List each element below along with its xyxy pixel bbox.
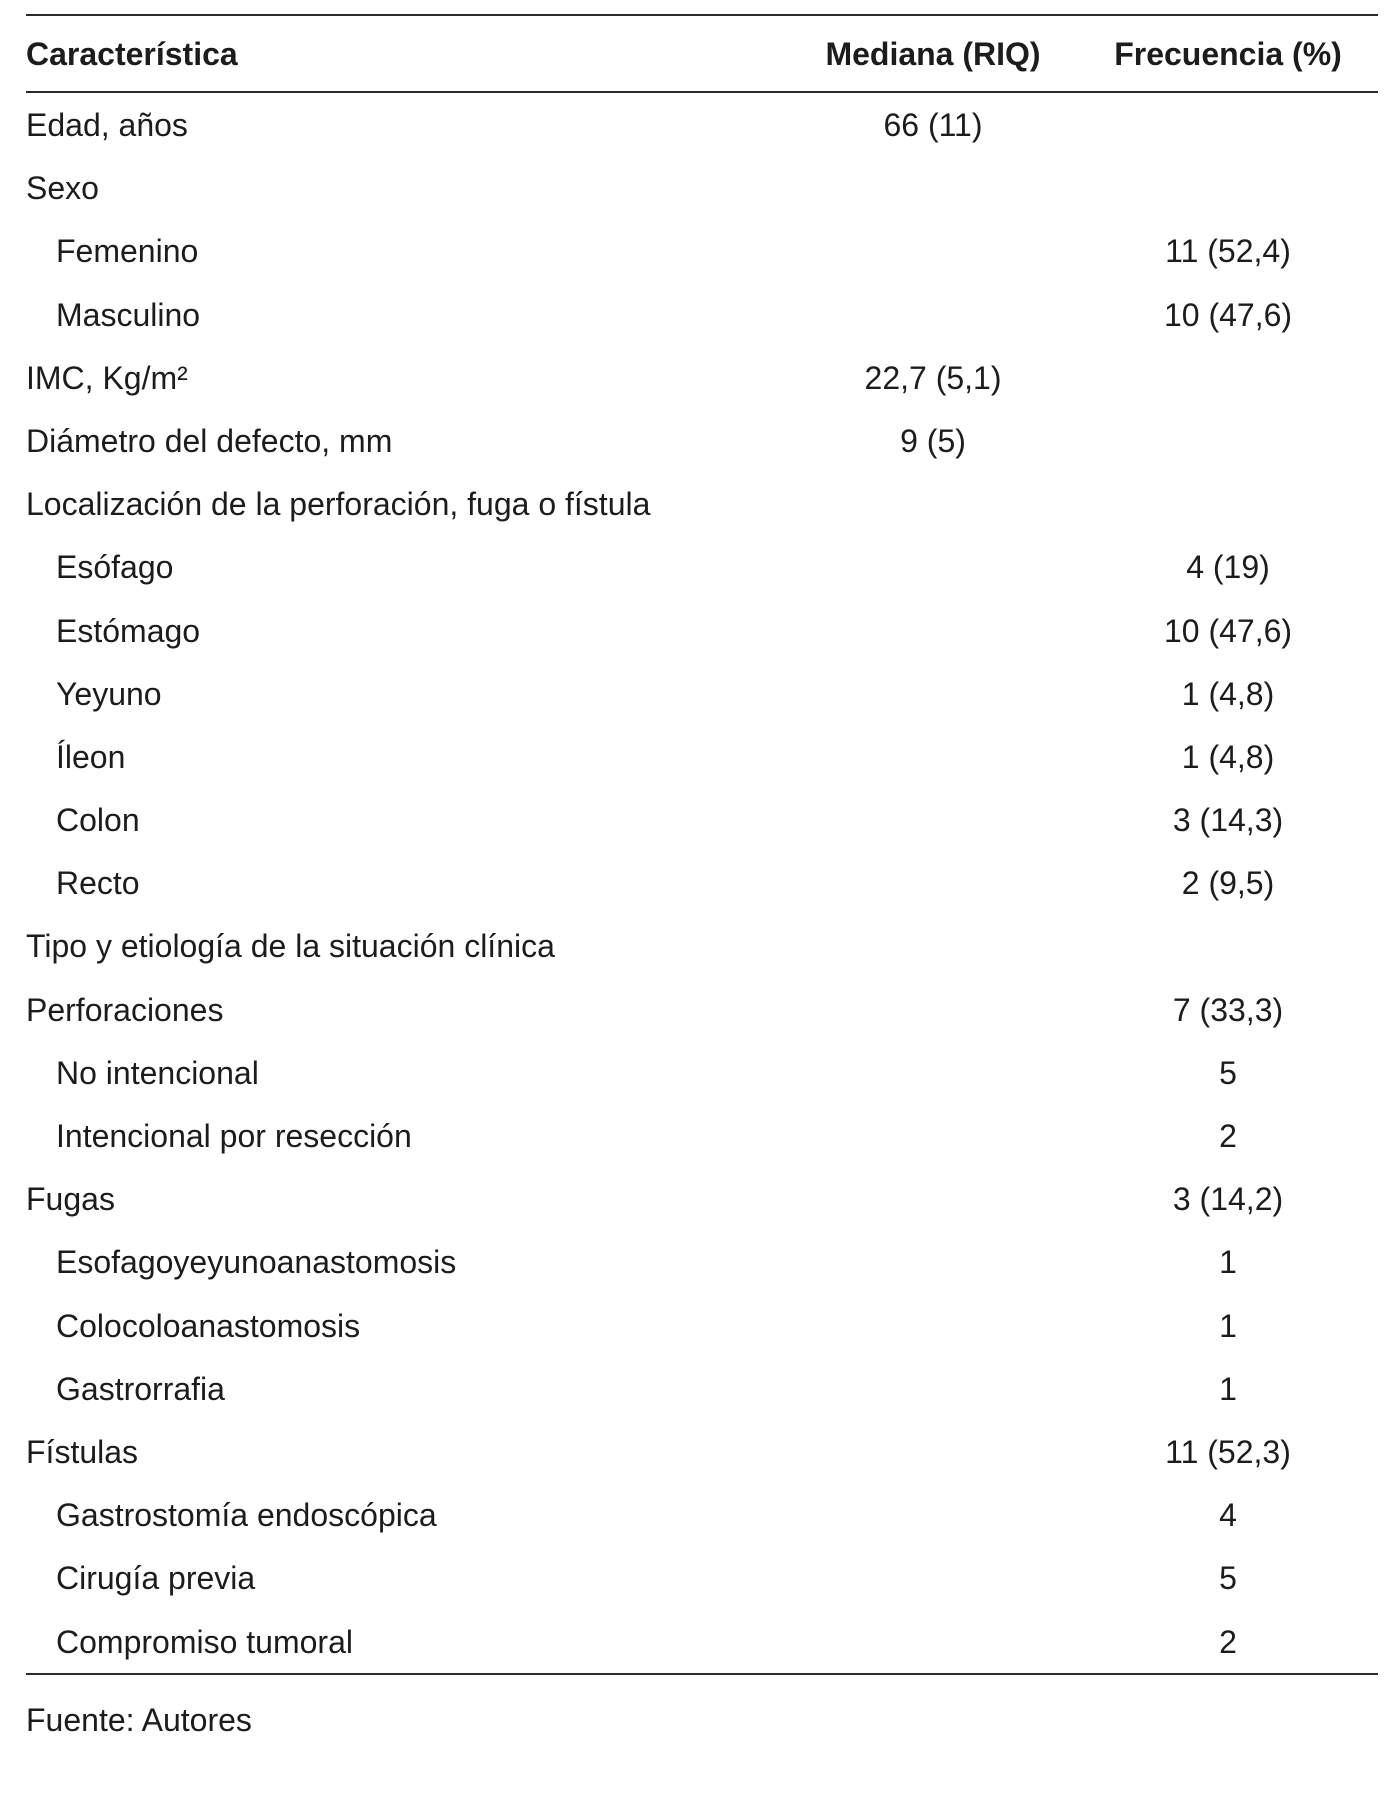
row-frequency: 2 [1219,1118,1237,1154]
row-frequency: 5 [1219,1560,1237,1597]
row-label: Tipo y etiología de la situación clínica [26,928,555,965]
row-frequency: 2 (9,5) [1181,865,1275,902]
table-row [26,725,1378,788]
table-body [26,93,1378,1673]
row-frequency: 1 [1219,1244,1237,1281]
row-frequency: 1 [1219,1307,1237,1344]
row-label: Diámetro del defecto, mm [26,422,393,459]
table-row [26,851,1378,914]
row-median: 22,7 (5,1) [864,359,1002,396]
table-row [26,1294,1378,1357]
row-frequency: 3 (14,3) [1172,802,1284,839]
row-label: Yeyuno [56,675,162,712]
row-label: Localización de la perforación, fuga o fístula [26,486,651,523]
table-row [26,599,1378,662]
row-label: No intencional [56,1054,259,1091]
header-characteristic: Característica [26,36,238,72]
table-row [26,535,1378,598]
table-row [26,1104,1378,1167]
row-label: Gastrostomía endoscópica [56,1497,437,1534]
table-row [26,1230,1378,1293]
table-row [26,662,1378,725]
row-frequency: 10 (47,6) [1163,296,1293,333]
row-frequency: 2 [1219,1623,1237,1660]
row-median: 66 (11) [883,107,983,143]
table-row [26,1610,1378,1673]
row-label: Masculino [56,296,201,333]
row-label: Gastrorrafia [56,1370,225,1407]
table-row [26,346,1378,409]
table-row [26,1041,1378,1104]
row-frequency: 11 (52,3) [1165,1433,1291,1470]
bottom-rule [26,1673,1378,1675]
row-label: Edad, años [26,107,188,143]
header-median: Mediana (RIQ) [825,36,1041,72]
row-label: Recto [56,865,140,902]
row-label: Sexo [26,170,99,207]
row-frequency: 5 [1219,1054,1237,1091]
row-label: Intencional por resección [56,1118,412,1154]
table-row [26,978,1378,1041]
row-frequency: 7 (33,3) [1172,991,1284,1028]
row-label: Esófago [56,549,174,586]
row-frequency: 3 (14,2) [1172,1181,1284,1218]
row-label: Fístulas [26,1433,139,1470]
header-frequency: Frecuencia (%) [1114,36,1342,72]
row-label: Compromiso tumoral [56,1623,353,1660]
row-frequency: 1 [1219,1370,1237,1407]
row-label: Perforaciones [26,991,224,1028]
table-row [26,409,1378,472]
table-row [26,283,1378,346]
row-frequency: 4 [1219,1497,1237,1534]
row-frequency: 10 (47,6) [1163,612,1293,649]
characteristics-table [26,14,1378,1675]
row-label: IMC, Kg/m² [26,359,188,396]
table-row [26,788,1378,851]
table-row [26,156,1378,219]
row-frequency: 11 (52,4) [1165,233,1291,270]
table-row [26,1546,1378,1609]
row-label: Estómago [56,612,201,649]
table-row [26,472,1378,535]
row-frequency: 4 (19) [1186,549,1270,586]
row-label: Íleon [56,738,126,775]
row-median: 9 (5) [900,422,966,459]
table-row [26,219,1378,282]
row-label: Cirugía previa [56,1560,256,1597]
row-frequency: 1 (4,8) [1181,675,1275,712]
row-label: Colocoloanastomosis [56,1307,361,1344]
row-label: Fugas [26,1181,115,1218]
source-note: Fuente: Autores [26,1702,252,1738]
table-row [26,93,1378,156]
table-row [26,1420,1378,1483]
row-label: Femenino [56,233,199,270]
table-row [26,1357,1378,1420]
table-row [26,914,1378,977]
row-label: Colon [56,802,140,839]
table-row [26,1167,1378,1230]
table-header [26,16,1378,91]
row-frequency: 1 (4,8) [1181,738,1275,775]
table-row [26,1483,1378,1546]
row-label: Esofagoyeyunoanastomosis [56,1244,457,1281]
